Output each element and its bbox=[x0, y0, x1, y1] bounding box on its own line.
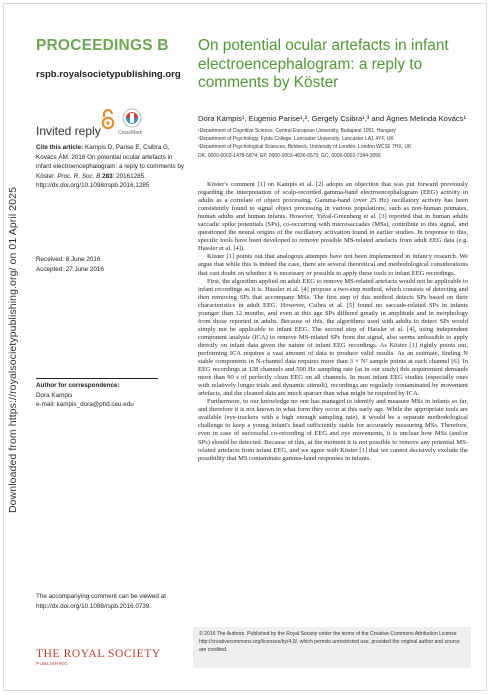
license-box bbox=[193, 627, 471, 668]
supplementary-text: The accompanying comment can be viewed at bbox=[36, 593, 166, 600]
crossmark-label: CrossMark bbox=[118, 130, 143, 136]
affiliation-item: ³Department of Psychological Sciences, Birkbeck, University of London, London WC1E 7HX, UK bbox=[198, 144, 412, 151]
correspondence-rule bbox=[36, 378, 158, 379]
citation-journal: Proc. R. Soc. B bbox=[57, 172, 101, 180]
citation-pages: : 20161285. bbox=[112, 172, 146, 180]
royal-society-publishing: PUBLISHING bbox=[36, 662, 69, 667]
body-paragraph: Köster's comment [1] on Kampis et al. [2] adopts an objection that was put forward previously regarding the interpretation of scalp-recorded gamma-band electroencephalogram (EEG) activity in adults as a correlate of object processing. Gamma-band (over 25 Hz) oscillatory activity has been consistently found to signal object processing in various populations, such as non-human primates, human adults and human infants. However, Yuval-Greenberg et al. [3] reported that in human adults saccadic spike potentials (SPs), co-occurring with microsaccades (MSs), contribute to this signal, and questioned the neural origins of the oscillatory activation found in earlier studies. In response to this, specific tools have been developed to remove possible MS-related artefacts from adult EEG data (e.g. Hassler et al. [4]). bbox=[198, 181, 468, 253]
affiliations bbox=[198, 127, 468, 160]
supplementary-note bbox=[36, 592, 176, 611]
orcid-line[interactable]: DK, 0000-0003-1478-5874; EP, 0000-0003-4836-6570; GC, 0000-0002-7344-3056 bbox=[198, 152, 381, 159]
body-paragraph: First, the algorithm applied on adult EEG to remove MS-related artefacts would not be applicable to infant recordings as it is. Hassler et al. [4] propose a two-step method, which consists of detecting and then removing SPs that accompany MSs. The first step of this method detects SPs based on their characteristics in adult EEG. However, Csibra et al. [5] found no saccade-related SPs in infants younger than 12 months, and even at this age SPs differed greatly in amplitude and in morphology from those reported in adults. Because of this, the algorithms used with adults to detect SPs would simply not be applicable to infant EEG. The second step of Hassler et al. [4], using independent component analysis (ICA) to remove MS-related SPs from the signal, also seems unfeasible to apply directly on infant data given the nature of infant EEG recordings. As Köster [1] rightly points out, performing ICA requires a vast amount of data to produce valid results. As an estimate, finding N stable components in N-channel data requires more than 3 × N² sample points at each channel [6]. In EEG recordings at 128 channels and 500 Hz sampling rate (as in our study) this requirement demands more than 90 s of perfectly clean EEG on all channels. In most infant EEG studies (especially ones with relatively longer trials and dynamic stimuli), recordings are regularly contaminated by movement artefacts, and the cleaned data are much sparser than what might be required by ICA. bbox=[198, 277, 468, 398]
citation-doi-link[interactable]: http://dx.doi.org/10.1098/rspb.2016.1285 bbox=[36, 182, 150, 190]
correspondence-heading: Author for correspondence: bbox=[36, 382, 120, 389]
accepted-date: Accepted: 27 June 2016 bbox=[36, 266, 104, 273]
citation-volume: 283 bbox=[102, 172, 113, 180]
crossmark-icon[interactable] bbox=[122, 108, 142, 130]
article-title: On potential ocular artefacts in infant electroencephalogram: a reply to comments by Köster bbox=[198, 37, 449, 92]
article-type: Invited reply bbox=[36, 124, 101, 138]
license-text: © 2016 The Authors. Published by the Royal Society under the terms of the Creative Commons Attribution License http://creativecommons.org/licenses/by/4.0/, which permits unrestricted use, provided the original author and source are credited. bbox=[199, 631, 460, 653]
watermark-text: Downloaded from https://royalsocietypublishing.org/ on 01 April 2025 bbox=[7, 186, 19, 514]
affiliation-item: ²Department of Psychology, Fylde College, Lancaster University, Lancaster LA1 4YF, UK bbox=[198, 136, 394, 143]
correspondence-name: Dora Kampis bbox=[36, 391, 73, 399]
journal-brand: PROCEEDINGS B bbox=[36, 37, 169, 54]
journal-site-link[interactable]: rspb.royalsocietypublishing.org bbox=[36, 69, 181, 80]
body-paragraph: Furthermore, to our knowledge no one has managed to identify and measure MSs in infants so far, and therefore it is not known in what form they occur at this early age. While the appropriate tools are available (eye-trackers with a high enough sampling rate), it would be a separate methodological challenge to keep a young infant's head sufficiently stable for accurately measuring MSs. Therefore, even in case of successful co-recording of EEG and eye movements, it is unclear how MSs (and/or SPs) should be detected. Because of this, at the moment it is not possible to remove any potential MS-related artefacts from infant EEG, and we agree with Köster [1] that we cannot decisively exclude the possibility that MS contaminate gamma-band responses in infants. bbox=[198, 398, 468, 462]
correspondence-email[interactable]: e-mail: kampis_dora@phd.ceu.edu bbox=[36, 401, 134, 409]
affiliation-item: ¹Department of Cognitive Science, Central European University, Budapest 1051, Hungary bbox=[198, 128, 396, 134]
download-watermark bbox=[4, 70, 22, 630]
body-paragraph: Köster [1] points out that analogous attempts have not been implemented in infancy research. We argue that while this is indeed the case, there are several theoretical and methodological considerations that cast doubt on whether it is necessary or possible to apply these tools to infant EEG recordings. bbox=[198, 253, 468, 277]
open-access-icon bbox=[101, 108, 115, 130]
royal-society-logo: THE ROYAL SOCIETY bbox=[36, 648, 161, 660]
citation-text: Kampis D, Parise E, Csibra G, Kovács ÁM. 2016 On potential ocular artefacts in infant electroencephalogram: a reply to comments by Köster. bbox=[36, 144, 185, 180]
citation-block bbox=[36, 143, 186, 191]
supplementary-link[interactable]: http://dx.doi.org/10.1098/rspb.2016.0739. bbox=[36, 602, 152, 610]
correspondence-block bbox=[36, 381, 186, 410]
citation-lead: Cite this article: bbox=[36, 144, 84, 151]
author-list: Dora Kampis¹, Eugenio Parise¹,², Gergely Csibra¹,³ and Ágnes Melinda Kovács¹ bbox=[198, 114, 467, 123]
article-body bbox=[198, 181, 468, 463]
received-date: Received: 8 June 2016 bbox=[36, 256, 101, 263]
